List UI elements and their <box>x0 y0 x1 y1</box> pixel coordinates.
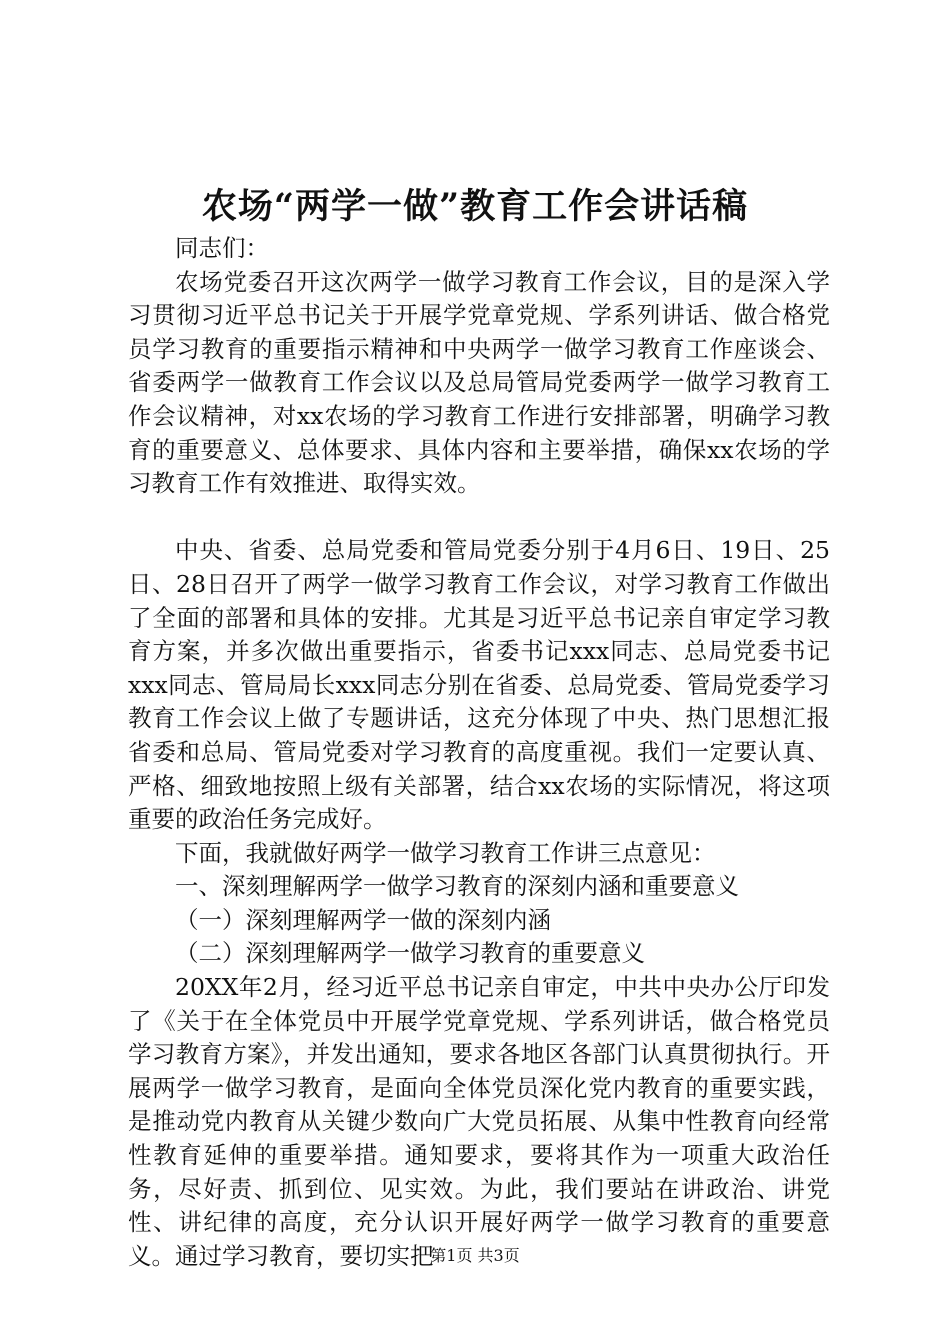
document-body <box>128 232 830 1273</box>
document-title: 农场“两学一做”教育工作会讲话稿 <box>201 186 749 227</box>
paragraph-significance: 20XX年2月，经习近平总书记亲自审定，中共中央办公厅印发了《关于在全体党员中开展学党章党规、学系列讲话，做合格党员学习教育方案》，并发出通知，要求各地区各部门认真贯彻执行。开展两学一做学习教育，是面向全体党员深化党内教育的重要实践，是推动党内教育从关键少数向广大党员拓展、从集中性教育向经常性教育延伸的重要举措。通知要求，要将其作为一项重大政治任务，尽好责、抓到位、见实效。为此，我们要站在讲政治、讲党性、讲纪律的高度，充分认识开展好两学一做学习教育的重要意义。通过学习教育，要切实把 <box>128 973 830 1270</box>
section-heading-1: 一、深刻理解两学一做学习教育的深刻内涵和重要意义 <box>175 872 739 901</box>
paragraph-background: 中央、省委、总局党委和管局党委分别于4月6日、19日、25日、28日召开了两学一做学习教育工作会议，对学习教育工作做出了全面的部署和具体的安排。尤其是习近平总书记亲自审定学习教育方案，并多次做出重要指示，省委书记xxx同志、总局党委书记xxx同志、管局局长xxx同志分别在省委、总局党委、管局党委学习教育工作会议上做了专题讲话，这充分体现了中央、热门思想汇报省委和总局、管局党委对学习教育的高度重视。我们一定要认真、严格、细致地按照上级有关部署，结合xx农场的实际情况，将这项重要的政治任务完成好。 <box>128 536 830 834</box>
paragraph-intro: 农场党委召开这次两学一做学习教育工作会议，目的是深入学习贯彻习近平总书记关于开展学党章党规、学系列讲话、做合格党员学习教育的重要指示精神和中央两学一做学习教育工作座谈会、省委两学一做教育工作会议以及总局管局党委两学一做学习教育工作会议精神，对xx农场的学习教育工作进行安排部署，明确学习教育的重要意义、总体要求、具体内容和主要举措，确保xx农场的学习教育工作有效推进、取得实效。 <box>128 267 830 498</box>
page-footer: 第1页 共3页 <box>430 1246 520 1265</box>
paragraph-transition: 下面，我就做好两学一做学习教育工作讲三点意见： <box>175 838 716 867</box>
subsection-heading-1: （一）深刻理解两学一做的深刻内涵 <box>175 905 551 934</box>
subsection-heading-2: （二）深刻理解两学一做学习教育的重要意义 <box>175 939 645 968</box>
paragraph-gap <box>128 501 830 535</box>
salutation: 同志们： <box>175 234 269 262</box>
